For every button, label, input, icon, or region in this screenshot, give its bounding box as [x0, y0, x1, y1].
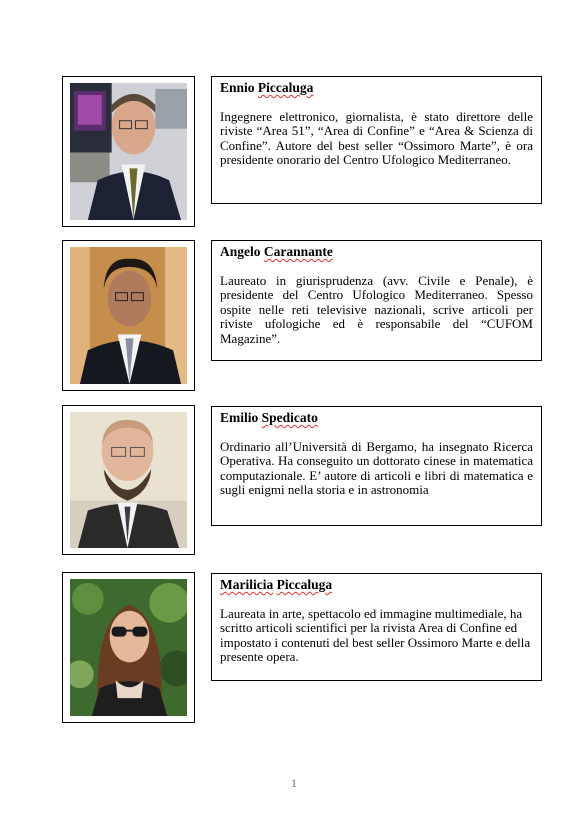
portrait-photo-2: [70, 247, 187, 384]
profile-photo-frame-2: [62, 240, 195, 391]
profile-photo-frame-1: [62, 76, 195, 227]
first-name: Angelo: [220, 244, 261, 259]
last-name: Piccaluga: [257, 80, 314, 95]
portrait-photo-4: [70, 579, 187, 716]
last-name: Spedicato: [261, 410, 318, 425]
bio-text-1: Ingegnere elettronico, giornalista, è stato direttore delle riviste “Area 51”, “Area di Confine” e “Area & Scienza di Confine”. Autore del best seller “Ossimoro Marte”, è ora presidente onorario del Centro Ufologico Mediterraneo.: [220, 108, 533, 168]
bio-text-4: Laureata in arte, spettacolo ed immagine multimediale, ha scritto articoli scientifici per la rivista Area di Confine ed impostato i contenuti del best seller Ossimoro Marte e della presente opera.: [220, 605, 531, 665]
portrait-photo-3: [70, 412, 187, 548]
profile-photo-frame-3: [62, 405, 195, 555]
bio-box-1: [211, 76, 542, 204]
bio-text-3: Ordinario all’Università di Bergamo, ha insegnato Ricerca Operativa. Ha conseguito un dottorato cinese in matematica computazionale. E’ autore di articoli e libri di matematica e sugli enigmi nella storia e in astronomia: [220, 438, 533, 498]
last-name: Carannante: [263, 244, 333, 259]
portrait-photo-1: [70, 83, 187, 220]
bio-name-2: [220, 245, 533, 260]
page-number: 1: [291, 776, 297, 790]
bio-box-4: [211, 573, 542, 681]
first-name: Emilio: [220, 410, 259, 425]
first-name: Ennio: [220, 80, 255, 95]
bio-name-1: [220, 81, 533, 96]
last-name: Piccaluga: [276, 577, 333, 592]
bio-name-3: [220, 411, 533, 426]
bio-box-3: [211, 406, 542, 526]
bio-text-2: Laureato in giurisprudenza (avv. Civile e Penale), è presidente del Centro Ufologico Mediterraneo. Spesso ospite nelle reti televisive nazionali, scrive articoli per riviste ufologiche ed è responsabile del “CUFOM Magazine”.: [220, 272, 533, 346]
profile-photo-frame-4: [62, 572, 195, 723]
bio-box-2: [211, 240, 542, 361]
first-name: Marilicia: [220, 577, 274, 592]
bio-name-4: [220, 578, 533, 593]
